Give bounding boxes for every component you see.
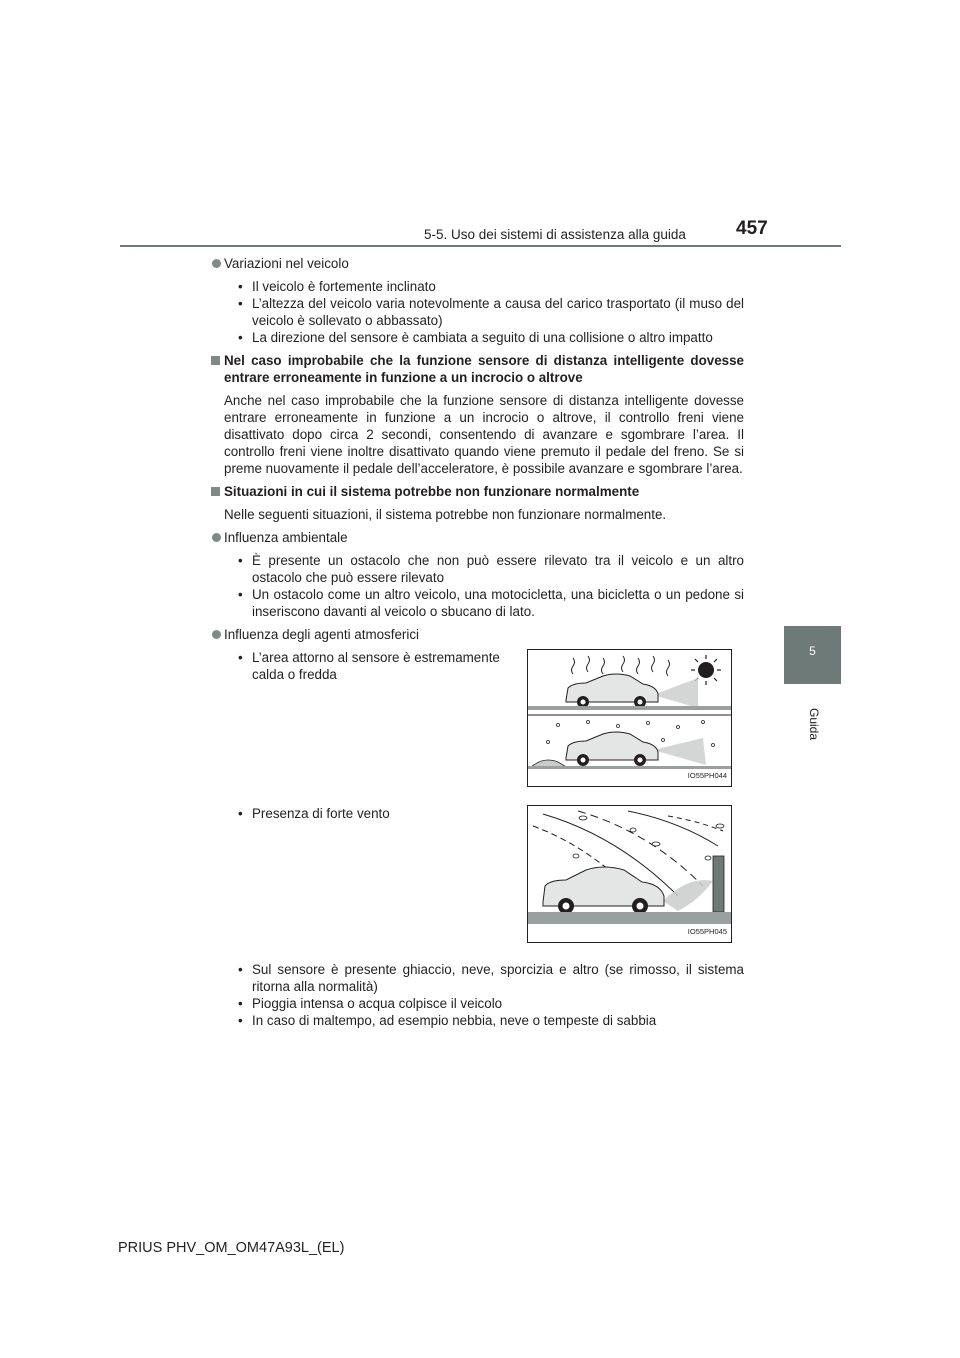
chapter-tab-label: Guida [807,707,821,741]
paragraph-malfunction: Nelle seguenti situazioni, il sistema potrebbe non funzionare normalmente. [224,507,667,522]
subsection-vehicle-changes [210,255,744,272]
footer-document-code: PRIUS PHV_OM_OM47A93L_(EL) [118,1240,345,1256]
illustration-wind [527,805,732,943]
circle-bullet-icon [212,259,221,268]
square-bullet-icon [211,487,220,496]
square-bullet-icon [211,356,220,365]
figure-caption-temperature: • L’area attorno al sensore è estremamente calda o fredda [238,650,500,682]
car-icon [543,867,664,914]
environment-list [210,552,744,620]
paragraph-intersection: Anche nel caso improbabile che la funzione sensore di distanza intelligente dovesse entrare erroneamente in funzione a un incrocio o altrove, il controllo freni viene disattivato dopo circa 2 secondi, consentendo di avanzare e sgombrare l’area. Il controllo freni viene inoltre disattivato quando viene premuto il pedale del freno. Se si preme nuovamente il pedale dell’acceleratore, è possibile avanzare e sgombrare l’area. [224,393,744,476]
chapter-tab-number: 5 [809,644,816,658]
list-item: • In caso di maltempo, ad esempio nebbia, neve o tempeste di sabbia [238,1013,657,1028]
section-heading-malfunction: Situazioni in cui il sistema potrebbe non funzionare normalmente [210,483,744,500]
section-heading-intersection: Nel caso improbabile che la funzione sensore di distanza intelligente dovesse entrare erroneamente in funzione a un incrocio o altrove [210,352,744,386]
figure-row-wind [210,805,744,955]
subsection-environment [210,529,744,546]
main-content [210,255,744,1035]
illustration-temperature [527,649,732,787]
list-item: • È presente un ostacolo che non può essere rilevato tra il veicolo e un altro ostacolo che può essere rilevato [238,553,744,585]
subsection-title: Influenza ambientale [224,530,348,545]
leaves-icon [573,816,724,860]
page-number: 457 [736,218,768,239]
list-item: • La direzione del sensore è cambiata a seguito di una collisione o altro impatto [238,330,713,345]
weather-list [210,961,744,1029]
header-section-title: 5-5. Uso dei sistemi di assistenza alla guida [424,227,686,242]
list-item: • Un ostacolo come un altro veicolo, una motocicletta, una bicicletta o un pedone si inseriscono davanti al veicolo o sbucano di lato. [238,587,744,619]
wind-car-illustration [528,806,731,942]
heat-waves-icon [572,656,670,676]
subsection-title: Influenza degli agenti atmosferici [224,627,420,642]
circle-bullet-icon [212,533,221,542]
figure-code: IO55PH044 [687,771,727,780]
circle-bullet-icon [212,630,221,639]
car-icon [566,674,658,708]
subsection-title: Variazioni nel veicolo [224,256,349,271]
subsection-weather [210,626,744,643]
figure-code: IO55PH045 [687,927,727,936]
car-icon [566,732,658,766]
figure-caption-wind: • Presenza di forte vento [238,806,390,821]
figure-row-temperature [210,649,744,799]
header-divider [120,245,841,247]
list-item: • L’altezza del veicolo varia notevolmente a causa del carico trasportato (il muso del veicolo è sollevato o abbassato) [238,296,744,328]
vehicle-changes-list [210,278,744,346]
list-item: • Sul sensore è presente ghiaccio, neve, sporcizia e altro (se rimosso, il sistema ritorna alla normalità) [238,962,744,994]
list-item: • Pioggia intensa o acqua colpisce il veicolo [238,996,503,1011]
hot-cold-car-illustration [528,650,731,786]
list-item: • Il veicolo è fortemente inclinato [238,279,436,294]
